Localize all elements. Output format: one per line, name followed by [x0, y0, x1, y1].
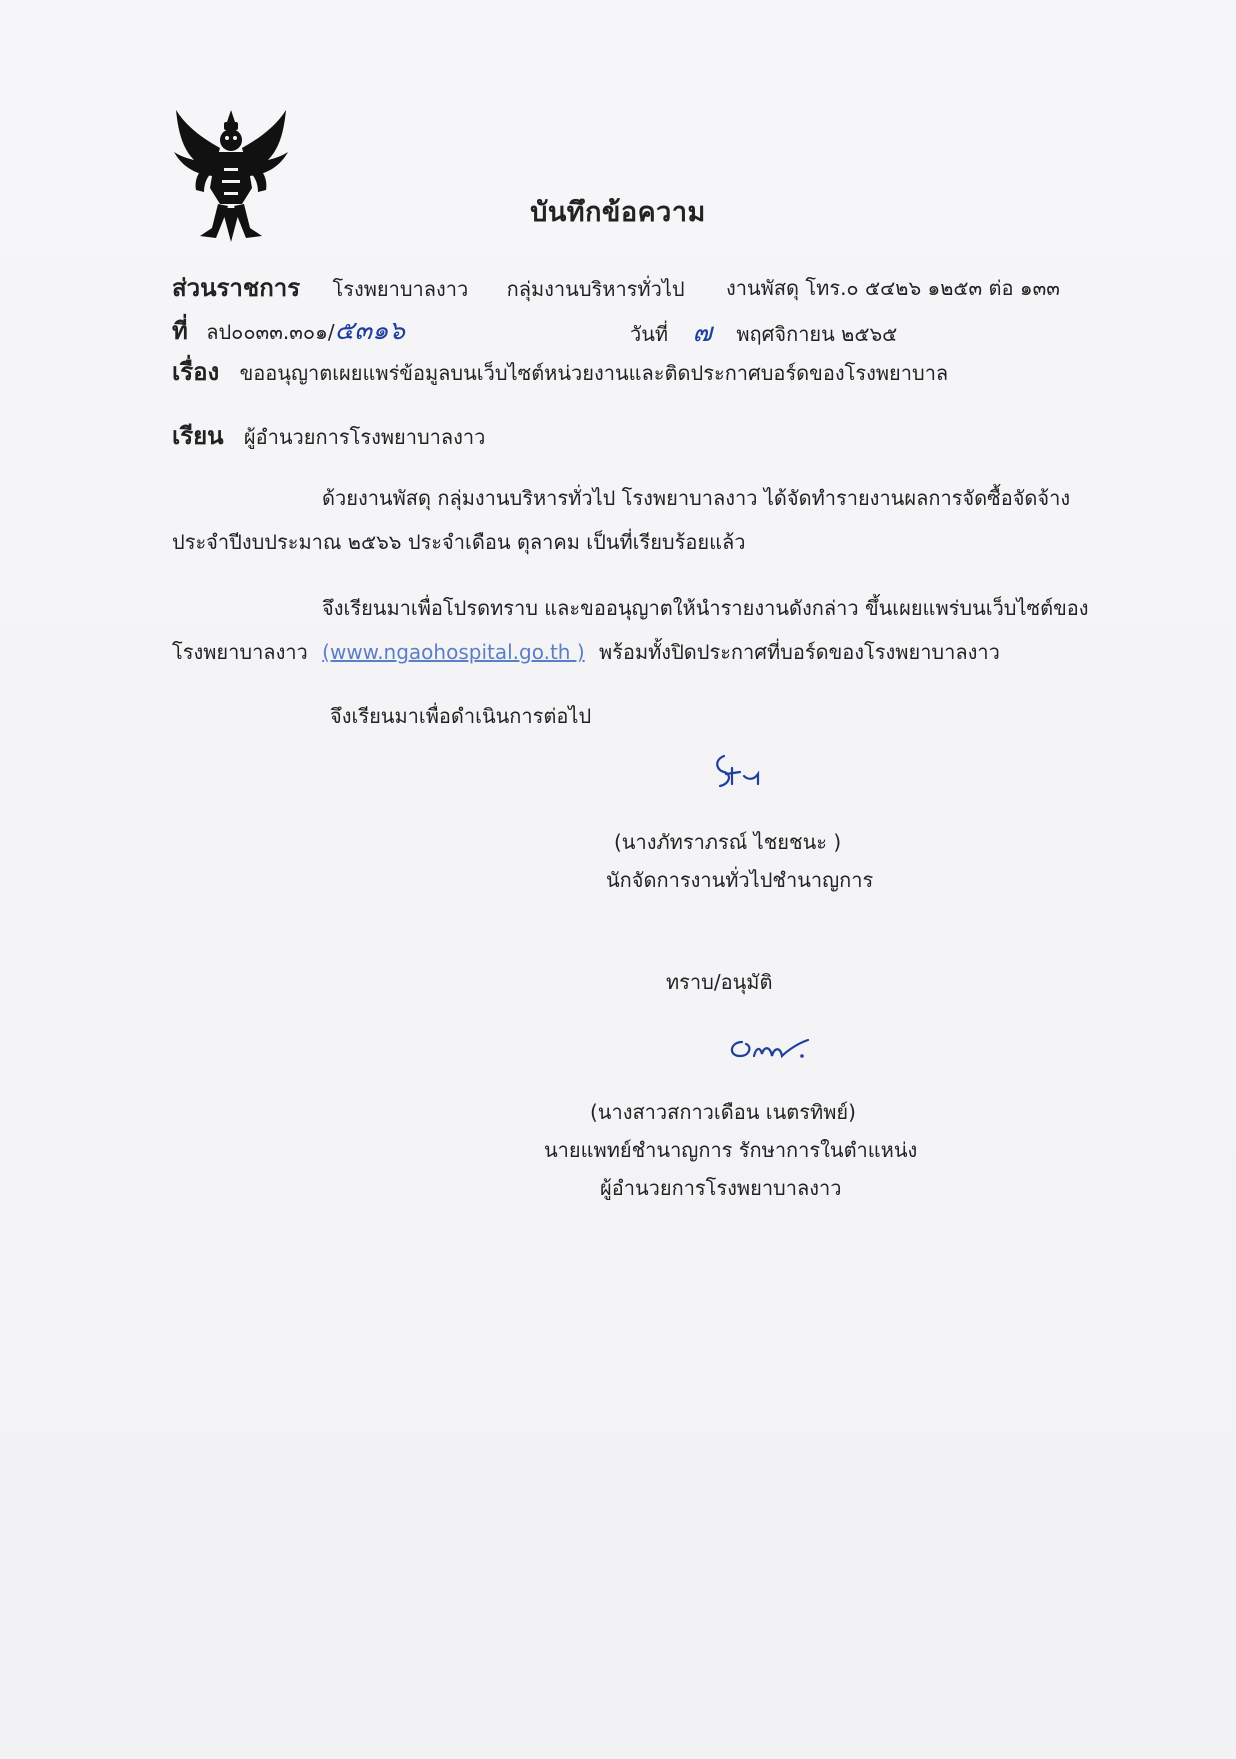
subject-value: ขออนุญาตเผยแพร่ข้อมูลบนเว็บไซต์หน่วยงานและติดประกาศบอร์ดของโรงพยาบาล	[239, 361, 949, 385]
agency-line	[172, 268, 685, 307]
body-paragraph-1-line-1: ด้วยงานพัสดุ กลุ่มงานบริหารทั่วไป โรงพยาบาลงาว ได้จัดทำรายงานผลการจัดซื้อจัดจ้าง	[322, 486, 1071, 510]
reference-value: ลป๐๐๓๓.๓๐๑/	[206, 320, 335, 344]
body-paragraph-2-line-1: จึงเรียนมาเพื่อโปรดทราบ และขออนุญาตให้นำรายงานดังกล่าว ขึ้นเผยแพร่บนเว็บไซต์ของ	[322, 596, 1089, 620]
signer-2-position-line-2: ผู้อำนวยการโรงพยาบาลงาว	[600, 1176, 842, 1200]
body-paragraph-2-line-2	[172, 636, 1000, 668]
signer-1-position: นักจัดการงานทั่วไปชำนาญการ	[606, 868, 874, 892]
date-day-handwritten: ๗	[692, 318, 713, 348]
subject-label: เรื่อง	[172, 358, 220, 386]
signer-2-position-line-1: นายแพทย์ชำนาญการ รักษาการในตำแหน่ง	[544, 1138, 918, 1162]
unit-phone: งานพัสดุ โทร.๐ ๕๔๒๖ ๑๒๕๓ ต่อ ๑๓๓	[726, 276, 1060, 300]
date-line	[630, 312, 897, 353]
reference-line	[172, 310, 405, 351]
signer-2-name: (นางสาวสกาวเดือน เนตรทิพย์)	[590, 1100, 856, 1124]
agency-label: ส่วนราชการ	[172, 274, 301, 302]
body-paragraph-3: จึงเรียนมาเพื่อดำเนินการต่อไป	[330, 704, 592, 728]
agency-value: โรงพยาบาลงาว	[332, 277, 469, 301]
website-link[interactable]: (www.ngaohospital.go.th )	[322, 640, 585, 664]
to-line	[172, 416, 485, 455]
division-value: กลุ่มงานบริหารทั่วไป	[506, 277, 685, 301]
body-paragraph-2-text-before: โรงพยาบาลงาว	[172, 640, 308, 664]
signature-2-icon	[724, 1030, 820, 1066]
reference-number-handwritten: ๕๓๑๖	[334, 316, 406, 346]
to-value: ผู้อำนวยการโรงพยาบาลงาว	[243, 425, 486, 449]
subject-line	[172, 352, 948, 391]
date-label: วันที่	[630, 322, 669, 346]
approval-text: ทราบ/อนุมัติ	[666, 970, 773, 994]
date-month-year: พฤศจิกายน ๒๕๖๕	[736, 322, 898, 346]
body-paragraph-1-line-2: ประจำปีงบประมาณ ๒๕๖๖ ประจำเดือน ตุลาคม เป็นที่เรียบร้อยแล้ว	[172, 530, 746, 554]
memo-title: บันทึกข้อความ	[530, 197, 706, 228]
signature-1-icon	[710, 750, 770, 794]
body-paragraph-2-text-after: พร้อมทั้งปิดประกาศที่บอร์ดของโรงพยาบาลงาว	[599, 640, 1000, 664]
signer-1-name: (นางภัทราภรณ์ ไชยชนะ )	[614, 830, 842, 854]
reference-label: ที่	[172, 317, 188, 345]
to-label: เรียน	[172, 422, 224, 450]
